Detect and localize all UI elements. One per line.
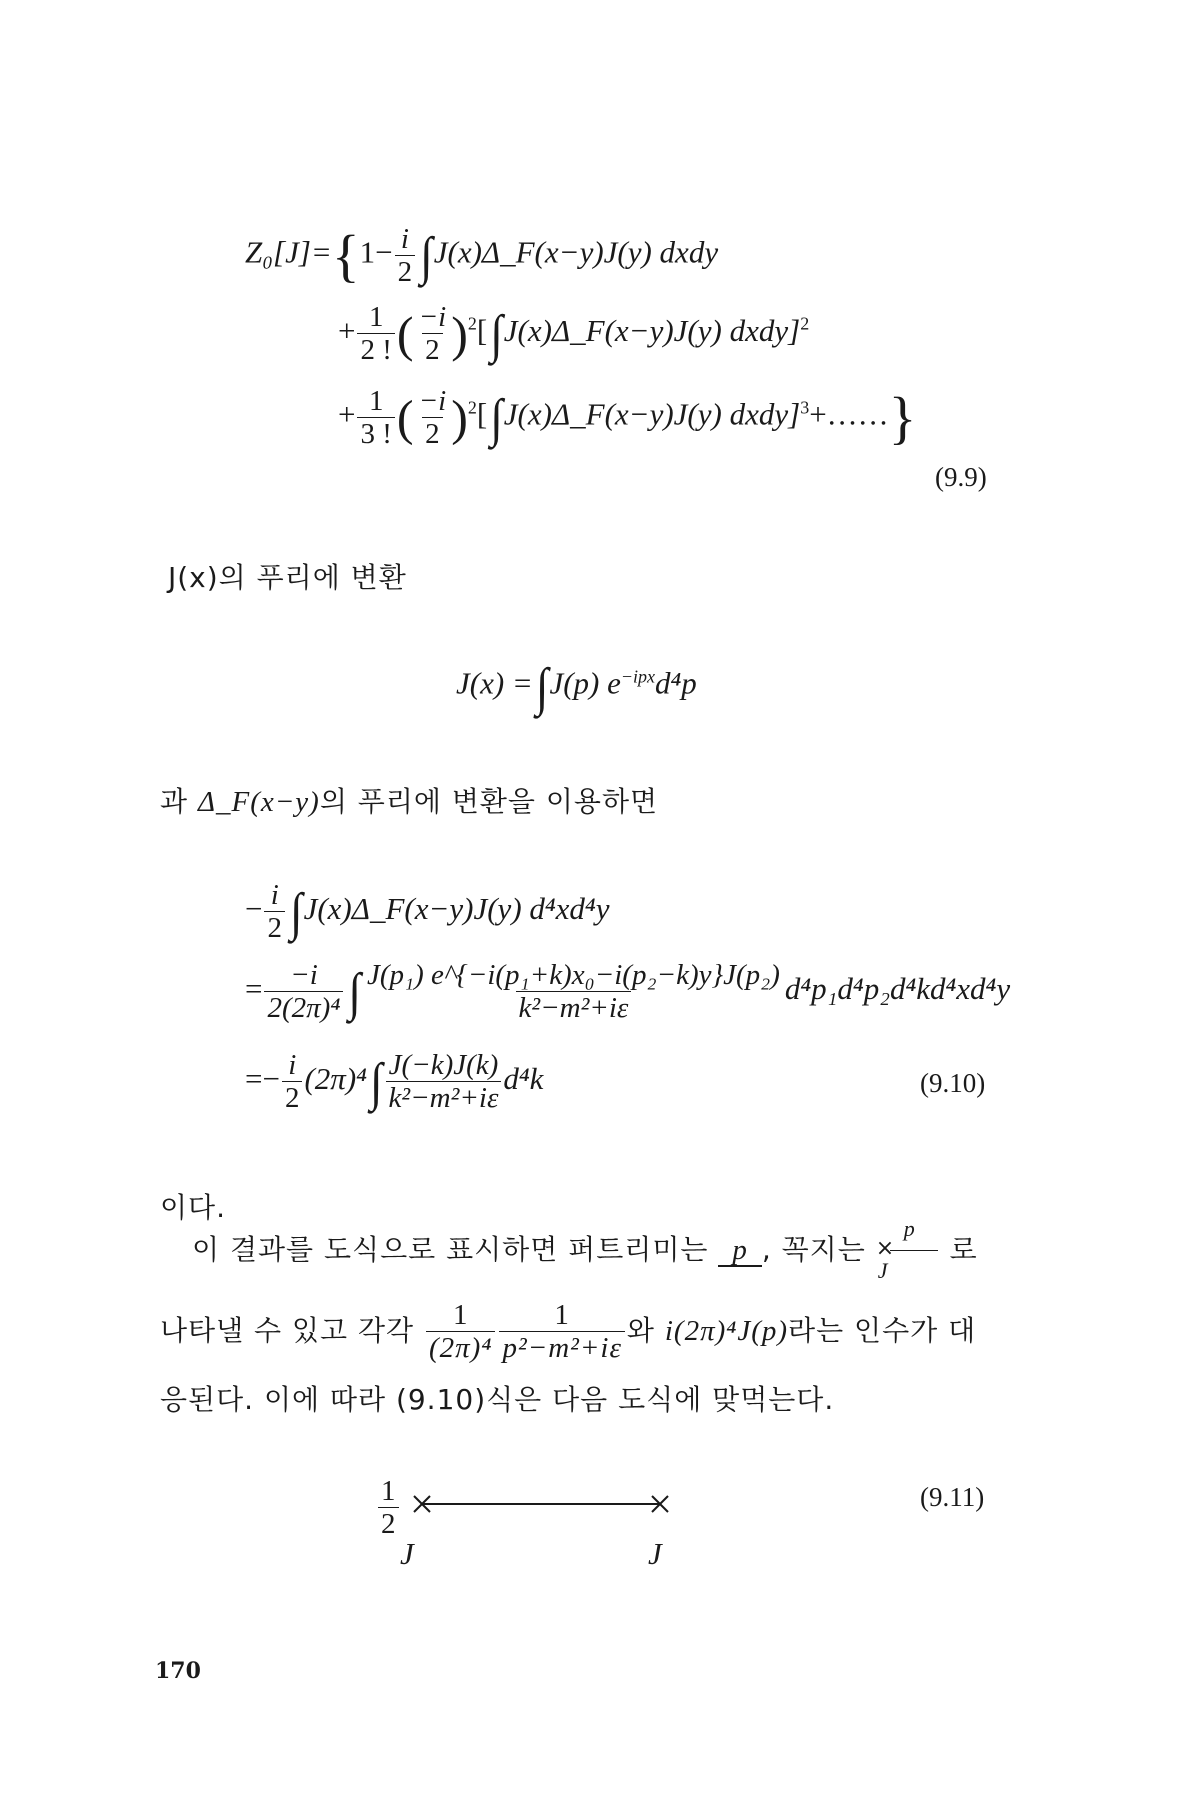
integrand-fraction: $\frac{J(-k)J(k)}{\text{k²−m²+iε}}$ (386, 1050, 502, 1114)
page-number: 170 (155, 1658, 201, 1684)
text-ida: 이다. (160, 1191, 226, 1224)
integral-sign: ∫ (535, 657, 549, 716)
eq-9-9-integrand-3: J(x)Δ_F(x−y)J(y) dxdy] (503, 396, 801, 432)
eq-9-9-integrand-1: J(x)Δ_F(x−y)J(y) dxdy (433, 234, 719, 270)
eq-9-9-one: 1− (359, 234, 393, 270)
vertex-line (890, 1250, 938, 1251)
fraction-1-over-2pi4: $\frac{1}{\text{(2π)⁴}}$ (426, 1300, 495, 1364)
fraction-i-over-2: $\frac{i}{2}$ (264, 880, 285, 944)
diagram-9-11-propagator (410, 1484, 670, 1524)
equation-number-9-10: (9.10) (920, 1068, 986, 1098)
fraction-1-over-3-factorial: $\frac{1}{3 !}$ (357, 386, 394, 450)
diagram-9-11-coefficient: $\frac{1}{2}$ (376, 1476, 401, 1540)
integral-sign: ∫ (369, 1052, 383, 1112)
eq-9-10-line-2: = $\frac{-i}{\text{2(2π)⁴}}$ ∫ $\frac{\text{J(p₁) e\textasciicircum{}\{−i(p₁+k)x₀−i(p₂−k)y\}J(p₂)}}{\text{k²−m²+iε}}$ d⁴p₁d⁴p₂d⁴kd⁴xd⁴y (245, 959, 1011, 1025)
integral-sign: ∫ (490, 388, 503, 447)
eq-9-9-line-1 (245, 222, 718, 289)
eq-9-9-line-3: + $\frac{1}{3 !}$ ( $\frac{-i}{2}$ )$^2$[∫J(x)Δ_F(x−y)J(y) dxdy]$^3$+……} (338, 384, 917, 450)
cross-mark-icon: × (875, 1236, 896, 1261)
eq-9-10-line-1: − $\frac{i}{2}$ ∫J(x)Δ_F(x−y)J(y) d⁴xd⁴y (245, 879, 610, 945)
equation-number-9-11: (9.11) (920, 1482, 985, 1512)
eq-fourier-transform: J(x) =∫J(p) $e^{-ipx}d^4p$ (456, 657, 697, 716)
right-brace: } (888, 385, 917, 450)
integrand-fraction: $\frac{\text{J(p₁) e\textasciicircum{}\{−i(p₁+k)x₀−i(p₂−k)y\}J(p₂)}}{\text{k²−m²+iε}}$ (367, 959, 780, 1025)
paragraph-line-1: 이 결과를 도식으로 표시하면 퍼트리미는 p , 꼭지는 p × J 로 (192, 1216, 978, 1283)
paragraph-line-2: 나타낼 수 있고 각각 $\frac{1}{\text{(2π)⁴}}$ $\frac{1}{\text{p²−m²+iε}}$ 와 i(2π)⁴J(p)라는 인수가 대 (160, 1299, 977, 1365)
propagator-symbol: p (718, 1236, 762, 1267)
fraction-minus-i-over-2-2pi4: $\frac{-i}{\text{2(2π)⁴}}$ (264, 960, 343, 1024)
fraction-propagator: $\frac{1}{\text{p²−m²+iε}}$ (499, 1300, 624, 1364)
fraction-minus-i-over-2: $\frac{-i}{2}$ (418, 301, 447, 367)
equation-number-9-9: (9.9) (935, 462, 987, 492)
eq-9-9-integrand-2: J(x)Δ_F(x−y)J(y) dxdy] (503, 313, 801, 349)
paragraph-line-3: 응된다. 이에 따라 (9.10)식은 다음 도식에 맞먹는다. (160, 1383, 835, 1416)
fraction-i-over-2: $\frac{i}{2}$ (395, 224, 416, 288)
diagram-right-label: J (648, 1536, 662, 1571)
diagram-left-label: J (400, 1536, 414, 1571)
integral-sign: ∫ (420, 226, 433, 285)
integral-sign: ∫ (348, 962, 362, 1022)
text-using-fourier-of-delta: 과 Δ_F(x−y)의 푸리에 변환을 이용하면 (160, 785, 659, 818)
eq-9-10-line-3: =− $\frac{i}{2}$ (2π)⁴∫ $\frac{J(-k)J(k)}{\text{k²−m²+iε}}$ d⁴k (245, 1049, 544, 1115)
eq-9-9-lhs: Z₀[J]= (245, 234, 332, 270)
text-fourier-transform-of-j: J(x)의 푸리에 변환 (168, 561, 407, 594)
integral-sign: ∫ (490, 304, 503, 364)
integral-sign: ∫ (289, 882, 303, 942)
fraction-1-over-2-factorial: $\frac{1}{2 !}$ (357, 302, 394, 366)
vertex-symbol: p × J (876, 1236, 940, 1266)
eq-9-9-line-2: + $\frac{1}{2 !}$ ( $\frac{-i}{2}$ )$^2$[∫J(x)Δ_F(x−y)J(y) dxdy]$^2$ (338, 301, 810, 367)
fraction-i-over-2: $\frac{i}{2}$ (282, 1050, 303, 1114)
left-brace: { (331, 223, 360, 288)
fraction-minus-i-over-2: $\frac{-i}{2}$ (418, 384, 447, 450)
